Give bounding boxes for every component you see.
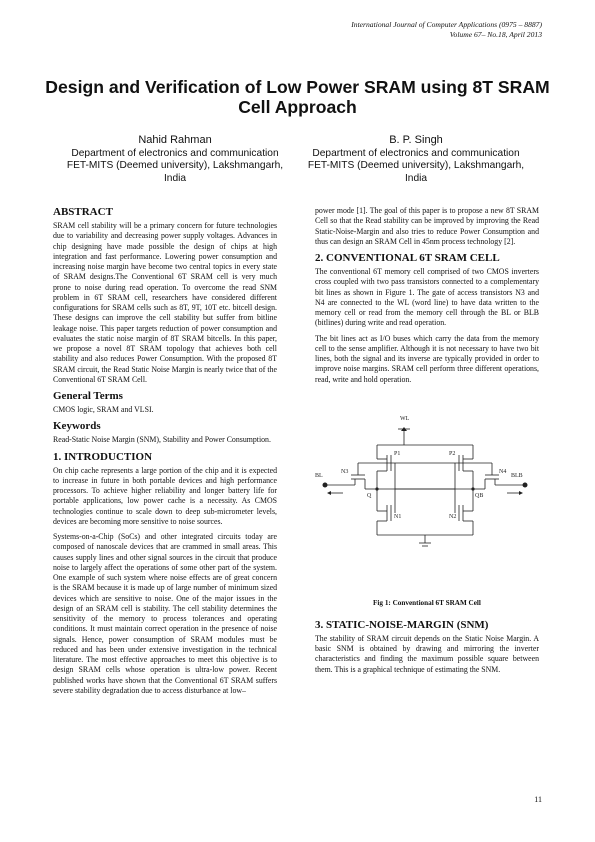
introduction-paragraph: Systems-on-a-Chip (SoCs) and other integrated circuits today are composed of nanoscale devices that are crammed in small areas. This causes supply lines and other signal sources in the circuit that produce noise to largely affect the operations of some other part of the system. One example of such system where noise effects are of great concern is the SRAM because it is made up of large number of minimum sized devices which are sensitive to noise. One of the major issues in the design of an SRAM cell is stability. The cell stability determines the sensitivity of the memory to process tolerances and operating conditions. It must maintain correct operation in the presence of noise signals. Hence, power consumption of SRAM modules must be reduced and has been under extensive investigation in the technical literature. The most effective approaches to meet this objective is to design SRAM cells whose operation is ultra-low power. Recent published works have shown that the Conventional 6T SRAM suffers severe stability degradation due to access disturbance at low– <box>53 532 277 695</box>
sram-circuit-diagram <box>315 393 539 593</box>
bl-label: BL <box>315 472 323 479</box>
conventional-heading: 2. CONVENTIONAL 6T SRAM CELL <box>315 252 500 264</box>
left-column <box>53 206 277 701</box>
general-terms-heading: General Terms <box>53 390 123 402</box>
n1-label: N1 <box>394 513 402 520</box>
general-terms-text: CMOS logic, SRAM and VLSI. <box>53 405 154 414</box>
abstract-heading: ABSTRACT <box>53 206 113 218</box>
p2-label: P2 <box>449 450 456 457</box>
introduction-paragraph: power mode [1]. The goal of this paper is to propose a new 8T SRAM Cell so that the Read stability can be improved by improving the Read Static-Noise-Margin and also tries to reduce Power Consumption and thus can design an SRAM Cell in 45nm process technology [2]. <box>315 206 539 246</box>
p1-label: P1 <box>394 450 401 457</box>
author-affiliation: FET-MITS (Deemed university), Lakshmangarh, India <box>307 160 525 184</box>
author-name: B. P. Singh <box>389 134 443 146</box>
keywords-heading: Keywords <box>53 420 101 433</box>
author-department: Department of electronics and communication <box>71 148 279 159</box>
snm-paragraph: The stability of SRAM circuit depends on the Static Noise Margin. A basic SNM is obtained by drawing and mirroring the inverter characteristics and finding the maximum possible square between them. This is a graphical technique of estimating the SNM. <box>315 633 539 674</box>
snm-heading: 3. STATIC-NOISE-MARGIN (SNM) <box>315 618 489 631</box>
n3-label: N3 <box>341 468 349 475</box>
figure-caption: Fig 1: Conventional 6T SRAM Cell <box>373 599 481 607</box>
journal-header <box>351 20 542 40</box>
author-block-2 <box>296 133 536 185</box>
author-block-1 <box>55 133 295 185</box>
author-department: Department of electronics and communication <box>312 148 520 159</box>
journal-volume: Volume 67– No.18, April 2013 <box>449 30 542 39</box>
right-column <box>315 206 539 680</box>
page-number: 11 <box>534 795 542 804</box>
abstract-text: SRAM cell stability will be a primary concern for future technologies due to variability and decreasing power supply voltages. Advances in chip designing have made possible the design of chips at high integration and fast performance. Lowering power consumption and increasing noise margin have become two central topics in every state of SRAM designs.The Conventional 6T SRAM cell is very much prone to noise during read operation. To overcome the read SNM problem in 6T SRAM cell, researchers have considered different configurations for SRAM cells such as 8T, 9T, 10T etc. bitcell design. These designs can improve the cell stability but suffer from bitline leakage noise. This paper targets reduction of power consumption and evaluates the static noise margin of 8T SRAM bitcells. In this paper, we propose a novel 8T SRAM topology that achieves both cell stability and also reduces Power Consumption. With the proposed 8T SRAM circuit, the Read Static Noise Margin is nearly twice that of the Conventional 6T SRAM Cell. <box>53 221 277 384</box>
keywords-text: Read-Static Noise Margin (SNM), Stability and Power Consumption. <box>53 435 271 445</box>
n4-label: N4 <box>499 468 507 475</box>
bl-terminal <box>323 482 328 487</box>
n2-label: N2 <box>449 513 457 520</box>
q-label: Q <box>367 492 372 499</box>
wl-label: WL <box>400 415 410 422</box>
q-node <box>375 487 378 490</box>
blb-label: BLB <box>511 472 523 479</box>
qb-label: QB <box>475 492 484 499</box>
author-name: Nahid Rahman <box>138 134 212 146</box>
introduction-paragraph: On chip cache represents a large portion of the chip and it is expected to increase in future in both portable devices and high performance processors. To achieve higher reliability and longer battery life for portable applications, low power cache is a necessity. As CMOS technologies continue to scale down to deep sub-micrometer levels, devices are becoming more sensitive to noise sources. <box>53 465 277 526</box>
paper-title: Design and Verification of Low Power SRAM using 8T SRAM Cell Approach <box>45 77 550 117</box>
introduction-heading: 1. INTRODUCTION <box>53 450 153 463</box>
journal-name: International Journal of Computer Applications (0975 – 8887) <box>351 20 542 29</box>
figure-6t-sram-cell <box>315 393 539 615</box>
blb-terminal <box>523 482 528 487</box>
conventional-paragraph: The bit lines act as I/O buses which carry the data from the memory cell to the sense amplifier. Although it is not necessary to have two bit lines, both the signal and its inverse are typically provided in order to improve noise margins. SRAM cell perform three different operations, read, write and hold operation. <box>315 333 539 384</box>
conventional-paragraph: The conventional 6T memory cell comprised of two CMOS inverters cross coupled with two pass transistors connected to a complementary bit lines as shown in Figure 1. The gate of access transistors N3 and N4 are connected to the WL (word line) to have data written to the memory cell or read from the memory cell through the BL or BLB (bitlines) during write and read operation. <box>315 267 539 328</box>
qb-node <box>471 487 474 490</box>
author-affiliation: FET-MITS (Deemed university), Lakshmangarh, India <box>66 160 284 184</box>
